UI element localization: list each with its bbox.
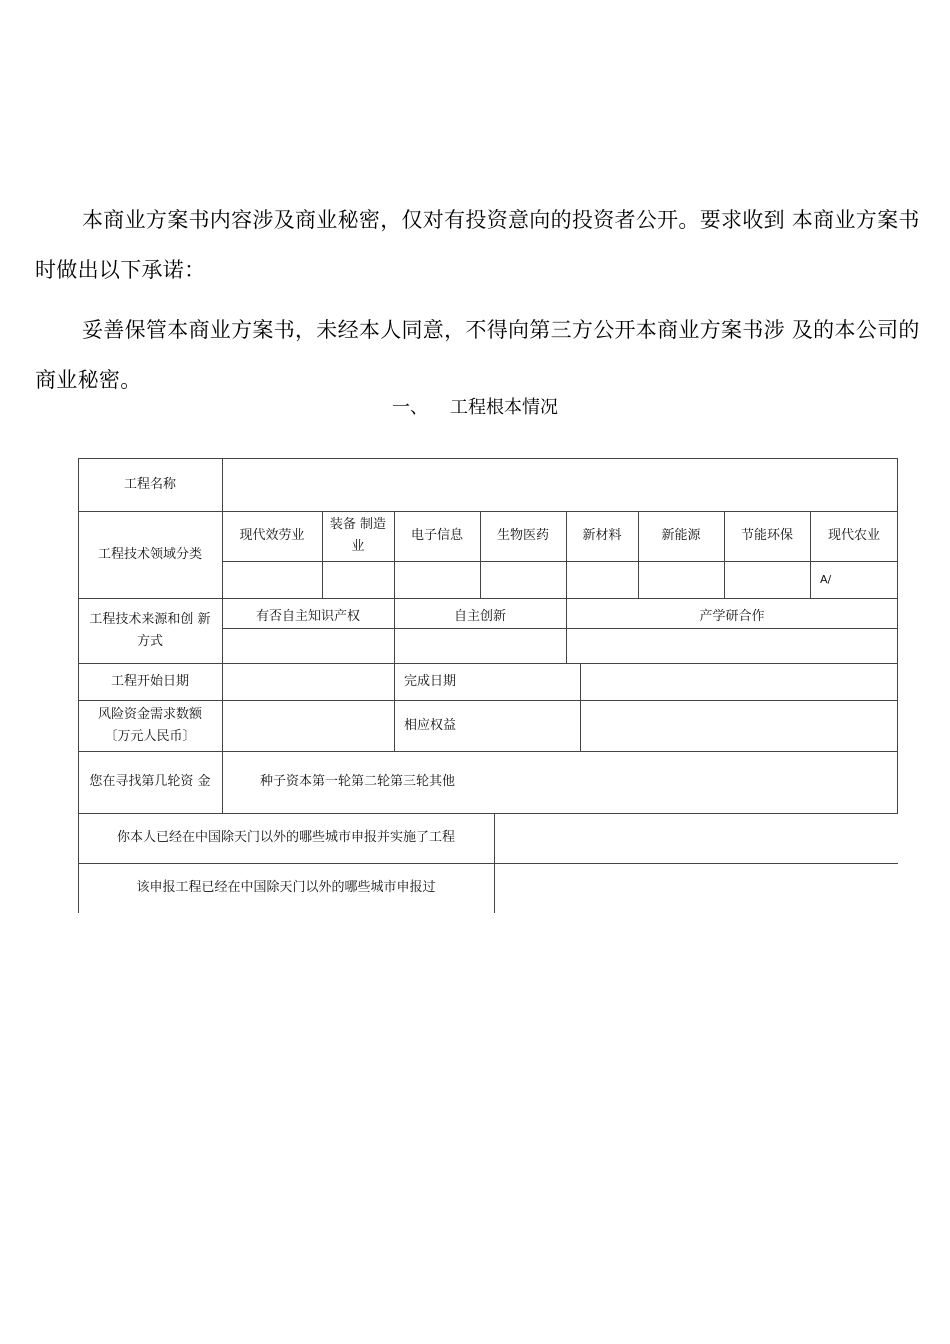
tech-field-check-cell[interactable] <box>566 561 638 598</box>
tech-source-ip-field[interactable] <box>222 628 394 663</box>
tech-field-new-energy: 新能源 <box>661 528 701 543</box>
tech-field-check-cell[interactable] <box>394 561 480 598</box>
section-title: 工程根本情况 <box>450 397 558 418</box>
tech-field-check-cell[interactable] <box>724 561 810 598</box>
tech-field-new-materials: 新材料 <box>582 528 622 543</box>
cities-applied-field[interactable] <box>494 813 898 863</box>
tech-source-label: 工程技术来源和创 新方式 <box>89 611 211 649</box>
cities-declared-label: 该申报工程已经在中国除天门以外的哪些城市申报过 <box>136 880 436 895</box>
start-date-field[interactable] <box>222 663 394 700</box>
start-date-label: 工程开始日期 <box>110 673 189 689</box>
tech-field-mark[interactable]: A/ <box>820 572 832 586</box>
tech-field-biomedicine: 生物医药 <box>496 528 549 543</box>
cities-applied-label: 你本人已经在中国除天门以外的哪些城市申报并实施了工程 <box>116 830 455 845</box>
intro-paragraph-2 <box>35 305 940 405</box>
tech-field-check-cell[interactable] <box>638 561 724 598</box>
tech-source-cooperation-field[interactable] <box>566 628 898 663</box>
tech-field-energy-saving: 节能环保 <box>740 528 793 543</box>
section-number: 一、 <box>392 397 428 418</box>
end-date-field[interactable] <box>580 663 898 700</box>
risk-capital-label: 风险资金需求数额〔万元人民币〕 <box>97 706 202 744</box>
tech-source-independent: 自主创新 <box>453 609 506 624</box>
tech-field-modern-agriculture: 现代农业 <box>827 528 880 543</box>
end-date-label: 完成日期 <box>404 673 457 689</box>
tech-source-cooperation: 产学研合作 <box>699 609 765 624</box>
section-heading <box>0 394 950 422</box>
tech-field-check-cell[interactable] <box>322 561 394 598</box>
intro-paragraph-2-text: 妥善保管本商业方案书，未经本人同意，不得向第三方公开本商业方案书涉 及的本公司的商业秘密。 <box>35 318 920 392</box>
intro-paragraph-1-text: 本商业方案书内容涉及商业秘密，仅对有投资意向的投资者公开。要求收到 本商业方案书时做出以下承诺： <box>35 208 920 282</box>
equity-field[interactable] <box>580 700 898 751</box>
tech-field-check-cell[interactable] <box>222 561 322 598</box>
tech-source-independent-field[interactable] <box>394 628 566 663</box>
cities-declared-field[interactable] <box>494 863 898 913</box>
tech-field-modern-service: 现代效劳业 <box>239 528 305 543</box>
funding-round-label: 您在寻找第几轮资 金 <box>89 774 211 789</box>
tech-field-check-cell[interactable] <box>480 561 566 598</box>
tech-field-electronics: 电子信息 <box>410 528 463 543</box>
project-name-label: 工程名称 <box>123 476 176 492</box>
risk-capital-field[interactable] <box>222 700 394 751</box>
tech-field-equipment: 装备 制造业 <box>329 517 387 554</box>
intro-paragraph-1 <box>35 195 940 295</box>
funding-round-options[interactable]: 种子资本第一轮第二轮第三轮其他 <box>260 774 456 789</box>
tech-source-ip: 有否自主知识产权 <box>255 609 360 624</box>
tech-field-label: 工程技术领域分类 <box>97 546 202 562</box>
equity-label: 相应权益 <box>404 717 457 733</box>
project-info-table <box>78 458 898 913</box>
project-name-field[interactable] <box>222 458 898 511</box>
